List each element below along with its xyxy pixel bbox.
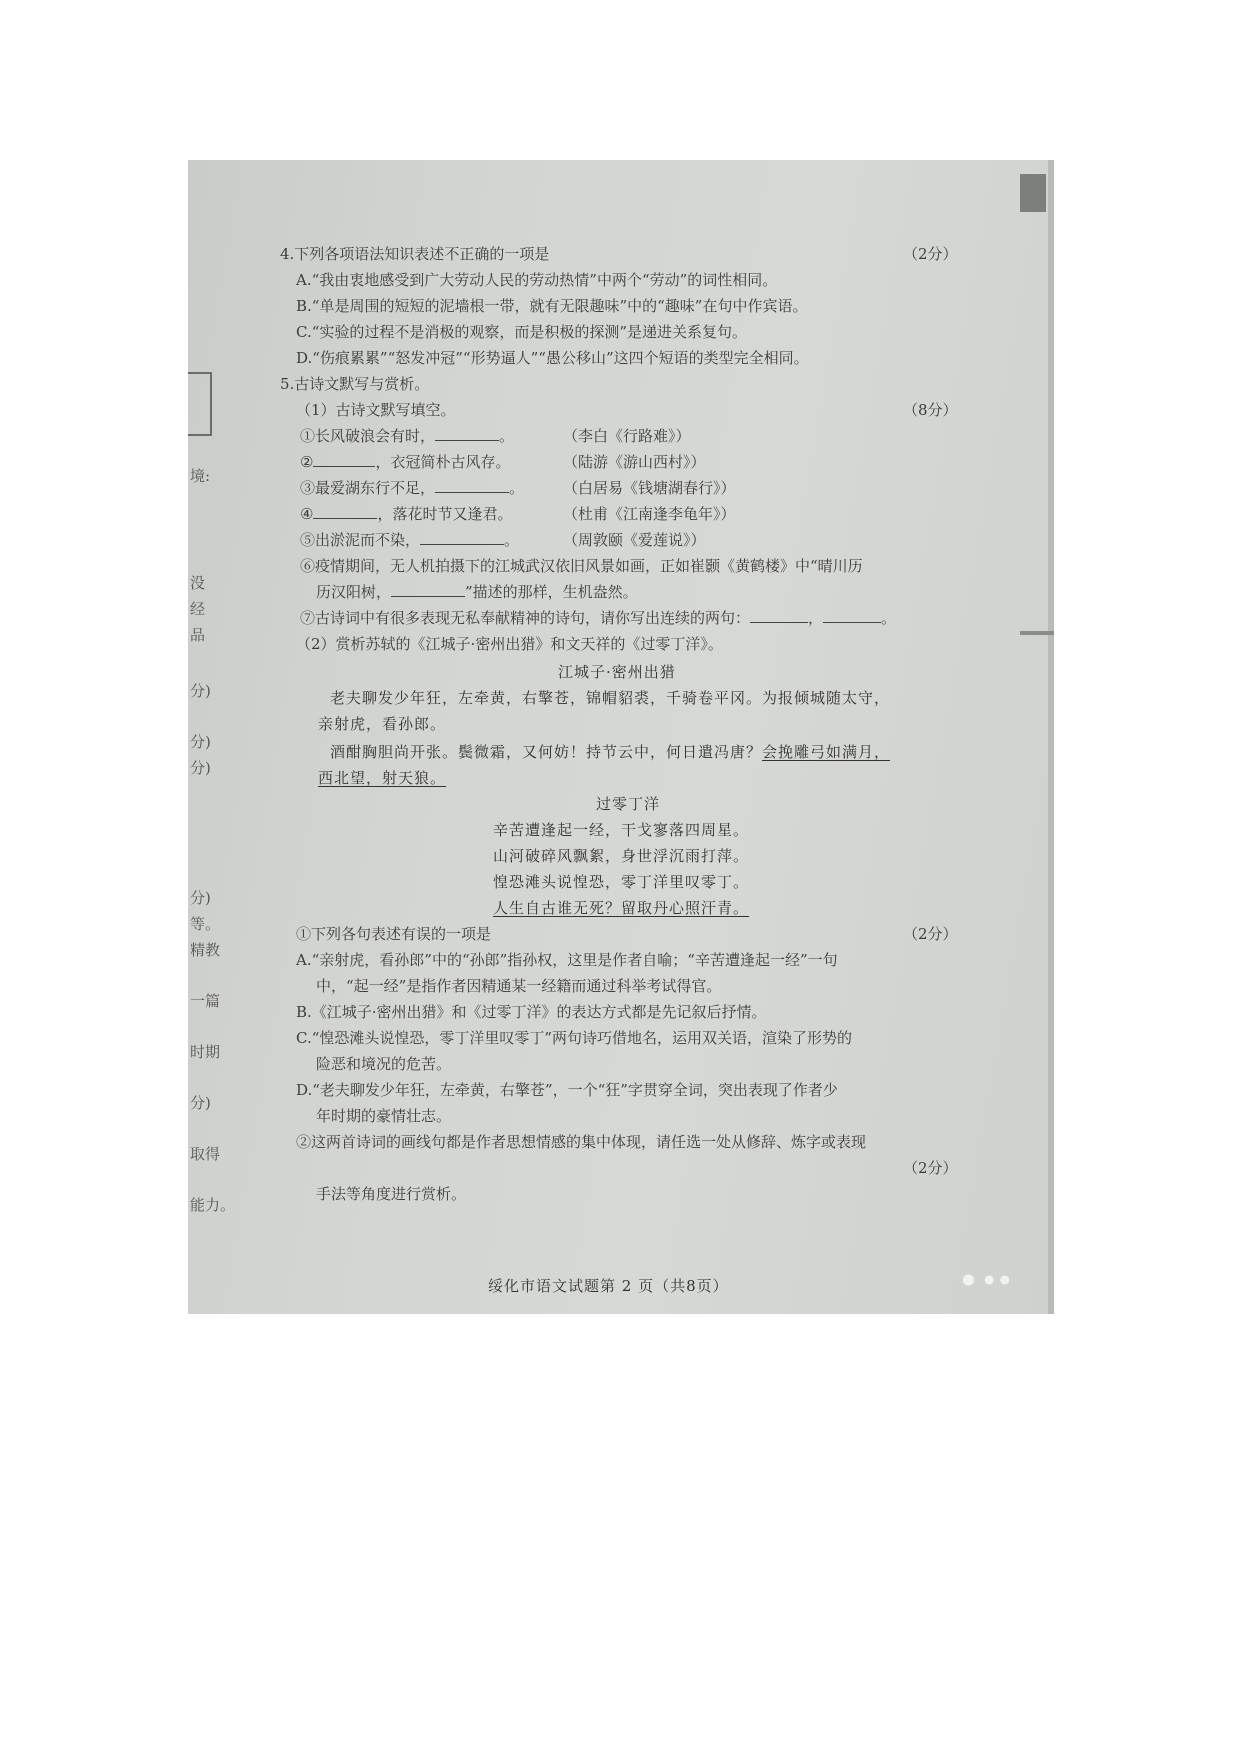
item6-line1: ⑥疫情期间，无人机拍摄下的江城武汉依旧风景如画，正如崔颢《黄鹤楼》中“晴川历 xyxy=(300,557,863,575)
left-fragment: 分) xyxy=(190,733,211,751)
answer-blank[interactable] xyxy=(391,582,465,597)
poem1-line: 老夫聊发少年狂，左牵黄，右擎苍，锦帽貂裘，千骑卷平冈。为报倾城随太守， xyxy=(330,689,891,707)
sub2-line2: 手法等角度进行赏析。 xyxy=(316,1185,467,1203)
left-fragment: 分) xyxy=(190,759,211,777)
page-footer: 绥化市语文试题第 2 页（共8页） xyxy=(488,1277,729,1295)
sub1-option-a: A.“亲射虎，看孙郎”中的“孙郎”指孙权，这里是作者自喻；“辛苦遭逢起一经”一句 xyxy=(296,951,838,969)
q5-part2: （2）赏析苏轼的《江城子·密州出猎》和文天祥的《过零丁洋》。 xyxy=(296,635,723,653)
sub1-points: （2分） xyxy=(903,925,958,943)
q4-option-b: B.“单是周围的短短的泥墙根一带，就有无限趣味”中的“趣味”在句中作宾语。 xyxy=(296,297,808,315)
item7: ⑦古诗词中有很多表现无私奉献精神的诗句，请你写出连续的两句： ， 。 xyxy=(300,609,897,627)
left-fragment: 时期 xyxy=(190,1043,221,1061)
answer-blank[interactable] xyxy=(823,608,881,623)
answer-blank[interactable] xyxy=(313,452,375,467)
glare-spots xyxy=(958,1272,1010,1288)
answer-blank[interactable] xyxy=(420,530,504,545)
sub2-line1: ②这两首诗词的画线句都是作者思想情感的集中体现，请任选一处从修辞、炼字或表现 xyxy=(296,1133,867,1151)
answer-blank[interactable] xyxy=(435,478,509,493)
fill-item-5: ⑤出淤泥而不染， 。 xyxy=(300,531,520,549)
item6-line2: 历汉阳树， ”描述的那样，生机盎然。 xyxy=(316,583,638,601)
fill-item-3: ③最爱湖东行不足， 。 xyxy=(300,479,525,497)
q4-option-d: D.“伤痕累累”“怒发冲冠”“形势逼人”“愚公移山”这四个短语的类型完全相同。 xyxy=(296,349,809,367)
poem1-line: 酒酣胸胆尚开张。鬓微霜，又何妨！持节云中，何日遣冯唐？会挽雕弓如满月， xyxy=(330,743,891,761)
left-fragment: 一篇 xyxy=(190,992,221,1010)
answer-blank[interactable] xyxy=(435,426,499,441)
left-fragment: 分) xyxy=(190,889,211,907)
q5-part1-points: （8分） xyxy=(903,401,958,419)
fill-source-1: （李白《行路难》） xyxy=(563,427,691,445)
fill-source-2: （陆游《游山西村》） xyxy=(563,453,706,471)
sub1-option-d: D.“老夫聊发少年狂，左牵黄，右擎苍”，一个“狂”字贯穿全词，突出表现了作者少 xyxy=(296,1081,838,1099)
left-fragment: 经 xyxy=(190,600,206,618)
sub1-option-a-cont: 中，“起一经”是指作者因精通某一经籍而通过科举考试得官。 xyxy=(316,977,722,995)
answer-blank[interactable] xyxy=(313,504,377,519)
answer-blank[interactable] xyxy=(750,608,808,623)
left-fragment: 境: xyxy=(190,467,211,485)
question-content xyxy=(188,160,1054,1314)
scanned-page-photo xyxy=(188,160,1054,1314)
poem2-title: 过零丁洋 xyxy=(596,795,661,813)
poem1-line: 亲射虎，看孙郎。 xyxy=(318,715,447,733)
q5-part1-label: （1）古诗文默写填空。 xyxy=(296,401,456,419)
underlined-sentence: 人生自古谁无死？留取丹心照汗青。 xyxy=(493,899,750,917)
left-fragment: 品 xyxy=(190,626,206,644)
left-fragment: 能力。 xyxy=(190,1196,236,1214)
sub1-option-c: C.“惶恐滩头说惶恐，零丁洋里叹零丁”两句诗巧借地名，运用双关语，渲染了形势的 xyxy=(296,1029,853,1047)
left-fragment: 分) xyxy=(190,682,211,700)
q4-option-a: A.“我由衷地感受到广大劳动人民的劳动热情”中两个“劳动”的词性相同。 xyxy=(296,271,778,289)
poem2-line: 山河破碎风飘絮，身世浮沉雨打萍。 xyxy=(493,847,750,865)
fill-source-5: （周敦颐《爱莲说》） xyxy=(563,531,706,549)
fill-item-1: ①长风破浪会有时， 。 xyxy=(300,427,515,445)
sub1-option-c-cont: 险恶和境况的危苦。 xyxy=(316,1055,452,1073)
left-fragment: 分) xyxy=(190,1094,211,1112)
sub2-points: （2分） xyxy=(903,1159,958,1177)
poem2-line: 辛苦遭逢起一经，干戈寥落四周星。 xyxy=(493,821,750,839)
fill-item-4: ④ ，落花时节又逢君。 xyxy=(300,505,513,523)
left-fragment: 精教 xyxy=(190,941,221,959)
q4-points: （2分） xyxy=(903,245,958,263)
underlined-sentence: 西北望，射天狼。 xyxy=(318,769,447,787)
fill-source-4: （杜甫《江南逢李龟年》） xyxy=(563,505,736,523)
q4-stem: 4.下列各项语法知识表述不正确的一项是 xyxy=(280,245,550,263)
sub1-stem: ①下列各句表述有误的一项是 xyxy=(296,925,492,943)
left-fragment: 没 xyxy=(190,574,206,592)
q5-stem: 5.古诗文默写与赏析。 xyxy=(280,375,430,393)
left-fragment: 等。 xyxy=(190,915,221,933)
underlined-sentence: 会挽雕弓如满月， xyxy=(762,743,891,761)
sub1-option-b: B.《江城子·密州出猎》和《过零丁洋》的表达方式都是先记叙后抒情。 xyxy=(296,1003,767,1021)
fill-item-2: ② ，衣冠简朴古风存。 xyxy=(300,453,511,471)
left-fragment: 取得 xyxy=(190,1145,221,1163)
q4-option-c: C.“实验的过程不是消极的观察，而是积极的探测”是递进关系复句。 xyxy=(296,323,748,341)
fill-source-3: （白居易《钱塘湖春行》） xyxy=(563,479,736,497)
poem2-line: 惶恐滩头说惶恐，零丁洋里叹零丁。 xyxy=(493,873,750,891)
sub1-option-d-cont: 年时期的豪情壮志。 xyxy=(316,1107,452,1125)
poem1-title: 江城子·密州出猎 xyxy=(558,663,676,681)
